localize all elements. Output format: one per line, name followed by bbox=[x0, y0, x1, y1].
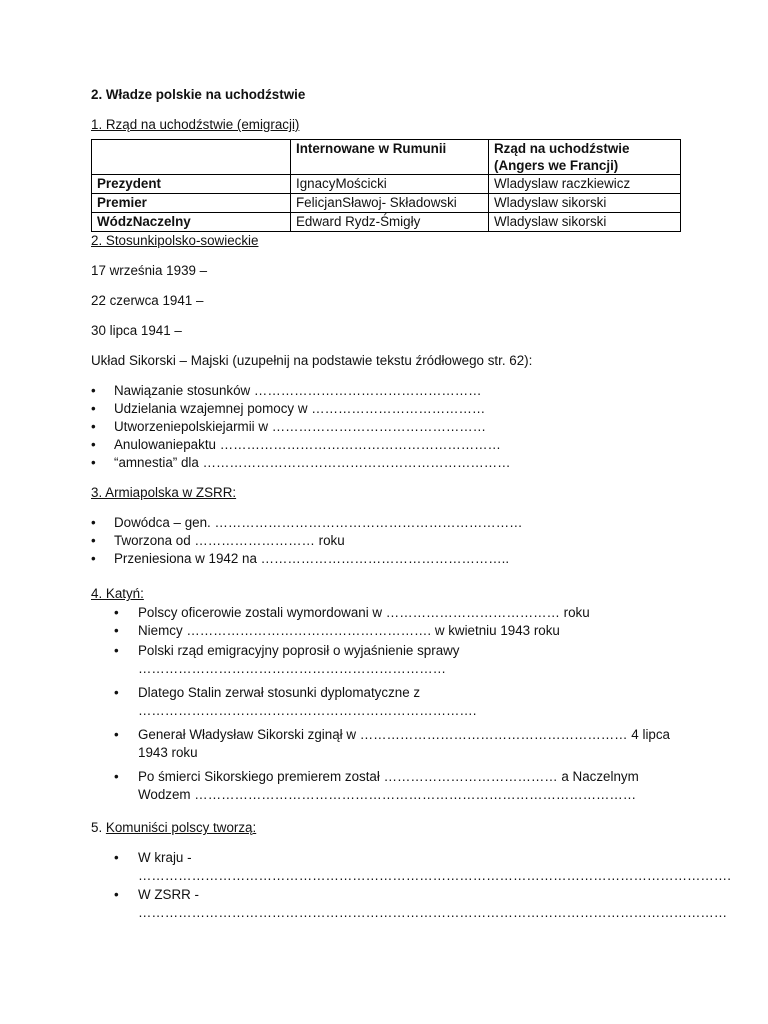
list-item: • Niemcy ………………………………………………. w kwietniu 1943 roku bbox=[91, 622, 681, 640]
list-item: • Dlatego Stalin zerwał stosunki dyplomatyczne z …………………………………………………………………. bbox=[91, 684, 681, 720]
table-row bbox=[92, 194, 681, 213]
table-header-cell bbox=[92, 140, 291, 175]
table-row bbox=[92, 175, 681, 194]
list-item: • Nawiązanie stosunków …………………………………………… bbox=[91, 382, 681, 400]
table-cell: WódzNaczelny bbox=[92, 213, 291, 232]
list-item: • W kraju - ……………………………………………………………………………………………………………………. bbox=[91, 849, 681, 885]
date-line: 17 września 1939 – bbox=[91, 263, 208, 278]
list-item: • Dowódca – gen. …………………………………………………………… bbox=[91, 514, 681, 532]
list-item: • Generał Władysław Sikorski zginął w …………………………………………………… 4 lipca 1943 roku bbox=[91, 726, 681, 762]
section-2-title: 2. Stosunkipolsko-sowieckie bbox=[91, 233, 259, 248]
table-cell: Edward Rydz-Śmigły bbox=[291, 213, 489, 232]
date-line: 22 czerwca 1941 – bbox=[91, 293, 204, 308]
list-item: • Przeniesiona w 1942 na ……………………………………………….. bbox=[91, 550, 681, 568]
date-line: 30 lipca 1941 – bbox=[91, 323, 182, 338]
table-header-row bbox=[92, 140, 681, 175]
header-line: Rząd na uchodźstwie bbox=[494, 141, 630, 156]
table-cell: Wladyslaw raczkiewicz bbox=[489, 175, 681, 194]
header-line: (Angers we Francji) bbox=[494, 158, 619, 173]
table-cell: Premier bbox=[92, 194, 291, 213]
section-5-number: 5. bbox=[91, 820, 106, 835]
uklad-intro: Układ Sikorski – Majski (uzupełnij na podstawie tekstu źródłowego str. 62): bbox=[91, 353, 533, 368]
list-item: • Polski rząd emigracyjny poprosił o wyjaśnienie sprawy …………………………………………………………… bbox=[91, 642, 681, 678]
katyn-list bbox=[91, 604, 681, 804]
table-header-cell bbox=[489, 140, 681, 175]
armia-list bbox=[91, 514, 681, 568]
table-row bbox=[92, 213, 681, 232]
table-cell: IgnacyMościcki bbox=[291, 175, 489, 194]
table-cell: Wladyslaw sikorski bbox=[489, 194, 681, 213]
section-5-title bbox=[91, 819, 681, 837]
document-page bbox=[91, 86, 731, 922]
section-5-label: Komuniści polscy tworzą: bbox=[105, 820, 257, 835]
table-cell: Prezydent bbox=[92, 175, 291, 194]
table-cell: Wladyslaw sikorski bbox=[489, 213, 681, 232]
section-3-title: 3. Armiapolska w ZSRR: bbox=[91, 485, 237, 500]
list-item: • Anulowaniepaktu ……………………………………………………… bbox=[91, 436, 681, 454]
uklad-list bbox=[91, 382, 681, 472]
section-4-title: 4. Katyń: bbox=[91, 586, 144, 601]
list-item: • “amnestia” dla …………………………………………………………… bbox=[91, 454, 681, 472]
main-heading: 2. Władze polskie na uchodźstwie bbox=[91, 87, 306, 102]
list-item: • Polscy oficerowie zostali wymordowani w ………………………………… roku bbox=[91, 604, 681, 622]
list-item: • W ZSRR - …………………………………………………………………………………………………………………… bbox=[91, 886, 681, 922]
table-cell: FelicjanSławoj- Składowski bbox=[291, 194, 489, 213]
komunisci-list bbox=[91, 849, 731, 922]
list-item: • Udzielania wzajemnej pomocy w ………………………………… bbox=[91, 400, 681, 418]
government-table bbox=[91, 139, 681, 232]
table-header-cell: Internowane w Rumunii bbox=[291, 140, 489, 175]
list-item: • Utworzeniepolskiejarmii w ………………………………………… bbox=[91, 418, 681, 436]
list-item: • Tworzona od ……………………… roku bbox=[91, 532, 681, 550]
list-item: • Po śmierci Sikorskiego premierem został ………………………………… a Naczelnym Wodzem ……………………………………………………………………………………… bbox=[91, 768, 681, 804]
section-1-title: 1. Rząd na uchodźstwie (emigracji) bbox=[91, 117, 300, 132]
